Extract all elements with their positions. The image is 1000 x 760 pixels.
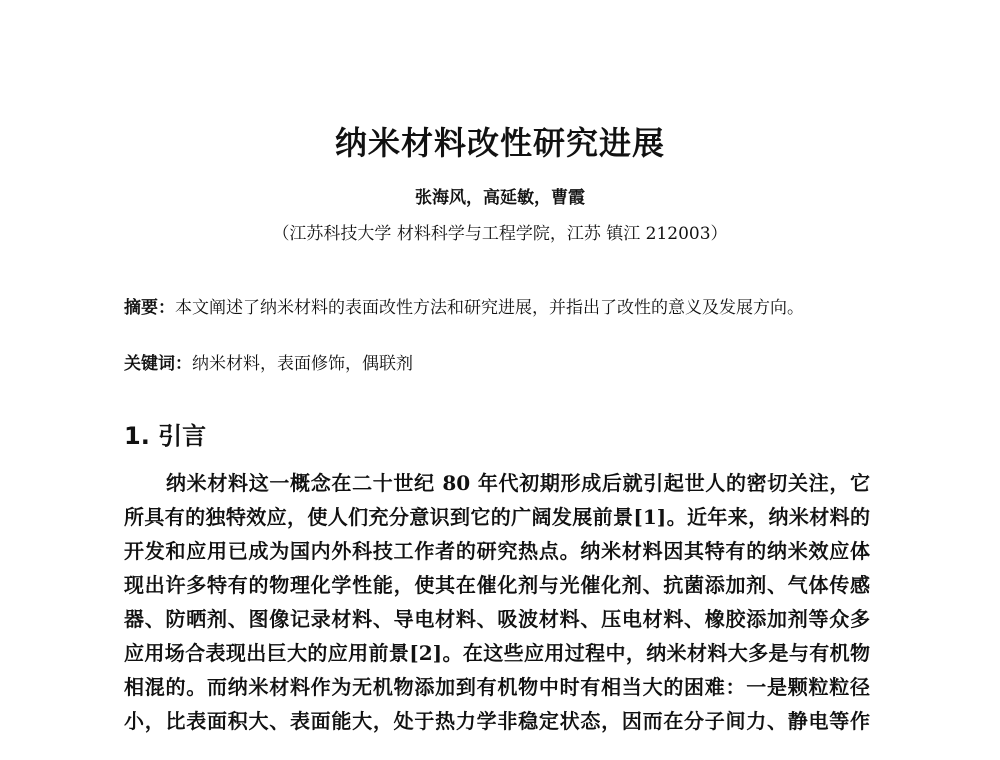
abstract-label: 摘要： xyxy=(124,298,175,318)
body-line: 纳米材料这一概念在二十世纪 80 年代初期形成后就引起世人的密切关注，它 xyxy=(166,471,870,495)
body-line: 小，比表面积大、表面能大，处于热力学非稳定状态，因而在分子间力、静电等作 xyxy=(124,709,870,733)
section-heading: 1. 引言 xyxy=(124,422,207,450)
keywords-label: 关键词： xyxy=(124,354,192,374)
body-line: 器、防晒剂、图像记录材料、导电材料、吸波材料、压电材料、橡胶添加剂等众多 xyxy=(124,607,870,631)
body-line: 应用场合表现出巨大的应用前景[2]。在这些应用过程中，纳米材料大多是与有机物 xyxy=(124,641,870,665)
abstract-text: 本文阐述了纳米材料的表面改性方法和研究进展，并指出了改性的意义及发展方向。 xyxy=(175,298,804,318)
paper-authors: 张海风，高延敏，曹霞 xyxy=(415,188,585,208)
body-line: 相混的。而纳米材料作为无机物添加到有机物中时有相当大的困难：一是颗粒粒径 xyxy=(124,675,870,699)
body-line: 现出许多特有的物理化学性能，使其在催化剂与光催化剂、抗菌添加剂、气体传感 xyxy=(124,573,870,597)
keywords xyxy=(124,349,884,374)
body-line: 开发和应用已成为国内外科技工作者的研究热点。纳米材料因其特有的纳米效应体 xyxy=(124,539,870,563)
body-line: 所具有的独特效应，使人们充分意识到它的广阔发展前景[1]。近年来，纳米材料的 xyxy=(124,505,870,529)
paper-title: 纳米材料改性研究进展 xyxy=(334,124,665,162)
abstract xyxy=(124,293,884,318)
keywords-text: 纳米材料，表面修饰，偶联剂 xyxy=(192,354,413,374)
section-body xyxy=(124,466,870,738)
paper-affiliation: （江苏科技大学 材料科学与工程学院，江苏 镇江 212003） xyxy=(272,224,728,244)
